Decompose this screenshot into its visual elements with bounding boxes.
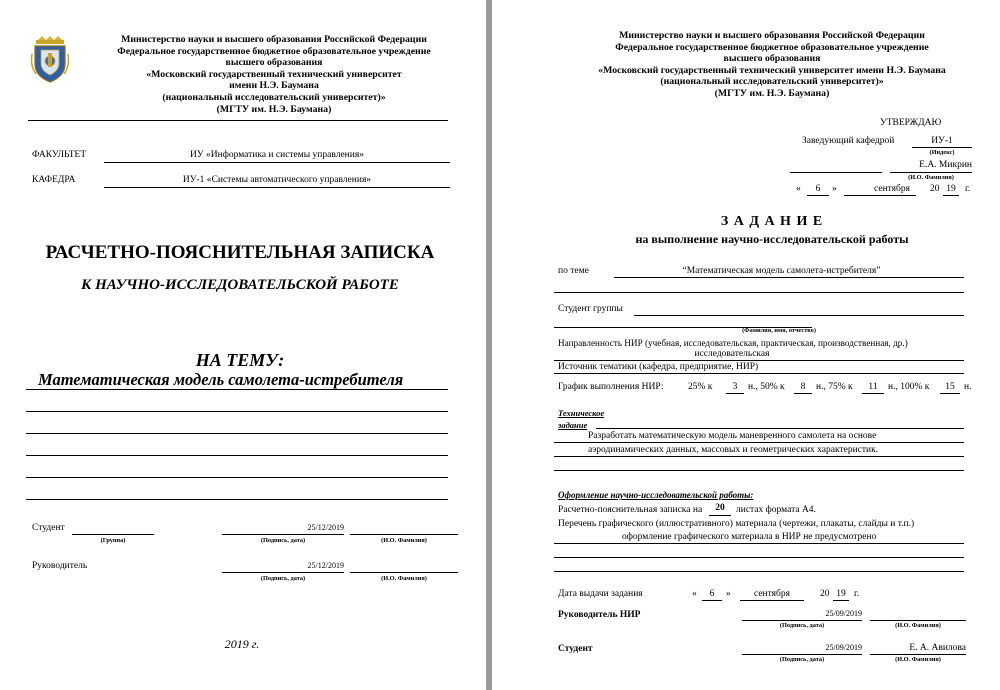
head-name: Е.А. Микрин — [919, 160, 972, 170]
head-index: ИУ-1 — [931, 136, 953, 146]
issue-date-suffix: г. — [854, 589, 860, 599]
issue-date-open-quote: « — [692, 589, 697, 599]
schedule-100-label: н., 100% к — [888, 382, 930, 392]
header-line: высшего образования — [225, 57, 323, 69]
approve-label: УТВЕРЖДАЮ — [880, 118, 942, 128]
issue-date-month: сентября — [754, 589, 790, 599]
approval-month-line — [844, 195, 916, 196]
department-underline — [104, 187, 450, 188]
header-line: (национальный исследовательский университет)» — [162, 91, 386, 103]
theme-label: по теме — [558, 266, 589, 276]
theme-value: “Математическая модель самолета-истребителя” — [682, 266, 881, 276]
student-sign-date: 25/09/2019 — [825, 643, 862, 652]
year-label: 2019 г. — [224, 637, 260, 651]
student-name: Е. А. Авилова — [909, 643, 966, 653]
approval-date-year: 19 — [946, 184, 956, 194]
student-group-line — [72, 534, 154, 535]
supervisor-sign-date: 25/09/2019 — [825, 609, 862, 618]
assignment-page — [492, 0, 1000, 690]
header-line: «Московский государственный технический университет — [146, 68, 402, 80]
head-label: Заведующий кафедрой — [802, 136, 895, 146]
topic-line — [26, 455, 448, 456]
supervisor-name-line — [350, 572, 458, 573]
issue-year-line — [833, 600, 849, 601]
formatting-heading: Оформление научно-исследовательской работы: — [558, 490, 754, 500]
direction-line — [554, 360, 964, 361]
supervisor-sign-line — [222, 572, 344, 573]
head-index-line — [912, 147, 972, 148]
header-line: Федеральное государственное бюджетное образовательное учреждение — [117, 45, 431, 57]
approval-date-month: сентября — [874, 184, 910, 194]
supervisor-sign-date: 25/12/2019 — [307, 561, 344, 570]
schedule-25-label: 25% к — [688, 382, 713, 392]
schedule-75-line — [862, 393, 884, 394]
issue-date-century: 20 — [820, 589, 830, 599]
tech-line-1 — [596, 428, 964, 429]
header-line: Федеральное государственное бюджетное образовательное учреждение — [615, 41, 929, 53]
faculty-value: ИУ «Информатика и системы управления» — [190, 150, 364, 160]
direction-label: Направленность НИР (учебная, исследовательская, практическая, производственная, др.) — [558, 338, 908, 348]
student-name-line — [870, 654, 966, 655]
caption-index: (Индекс) — [929, 149, 955, 156]
tech-line-3 — [554, 456, 964, 457]
caption-sign-date: (Подпись, дата) — [779, 622, 825, 629]
institution-header — [70, 34, 478, 115]
issue-label: Дата выдачи задания — [558, 589, 643, 599]
source-line — [554, 373, 964, 374]
topic-line — [26, 411, 448, 412]
schedule-end: н. — [964, 382, 972, 392]
note-prefix: Расчетно-пояснительная записка на — [558, 505, 703, 515]
source-label: Источник тематики (кафедра, предприятие, НИР) — [558, 362, 759, 372]
department-value: ИУ-1 «Системы автоматического управления» — [182, 175, 372, 185]
caption-sign-date: (Подпись, дата) — [260, 575, 306, 582]
tech-line-2 — [554, 442, 964, 443]
issue-date-year: 19 — [836, 589, 846, 599]
supervisor-label: Руководитель — [32, 561, 88, 571]
schedule-25-line — [726, 393, 744, 394]
header-rule — [28, 120, 448, 121]
tech-text-1: Разработать математическую модель маневренного самолета на основе — [588, 431, 877, 441]
theme-underline — [614, 277, 964, 278]
department-label: КАФЕДРА — [32, 175, 76, 185]
caption-name: (И.О. Фамилия) — [381, 537, 427, 544]
topic-line — [26, 433, 448, 434]
supervisor-label: Руководитель НИР — [558, 610, 641, 620]
graphics-value: оформление графического материала в НИР не предусмотрено — [622, 532, 877, 542]
approval-date-century: 20 — [930, 184, 940, 194]
issue-day-line — [702, 600, 722, 601]
student-sign-line — [742, 654, 862, 655]
schedule-50-line — [794, 393, 812, 394]
topic-text: Математическая модель самолета-истребителя — [38, 370, 404, 389]
schedule-75-week: 11 — [868, 382, 878, 392]
header-line: имени Н.Э. Баумана — [229, 80, 319, 92]
approval-date-day: 6 — [815, 184, 821, 194]
note-sheets-line — [709, 515, 731, 516]
task-title: З А Д А Н И Е — [720, 214, 824, 229]
student-group-label: Студент группы — [558, 304, 623, 314]
student-name-line — [350, 534, 458, 535]
university-emblem-icon — [30, 36, 70, 84]
schedule-50-label: н., 50% к — [748, 382, 785, 392]
tech-line-4 — [554, 470, 964, 471]
graphics-line-3 — [554, 571, 964, 572]
student-label: Студент — [558, 644, 593, 654]
approval-date-close-quote: » — [832, 184, 837, 194]
tech-label-2: задание — [558, 420, 588, 430]
approval-date-suffix: г. — [965, 184, 971, 194]
direction-value: исследовательская — [694, 349, 770, 359]
header-line: (МГТУ им. Н.Э. Баумана) — [216, 103, 332, 115]
topic-line — [26, 389, 448, 390]
note-sheets: 20 — [715, 503, 725, 513]
caption-io: (И.О. Фамилия) — [895, 656, 941, 663]
head-name-line — [890, 172, 972, 173]
graphics-line-2 — [554, 557, 964, 558]
header-line: Министерство науки и высшего образования Российской Федерации — [121, 34, 427, 45]
schedule-75-label: н., 75% к — [816, 382, 853, 392]
student-label: Студент — [32, 523, 65, 533]
caption-name: (И.О. Фамилия) — [381, 575, 427, 582]
issue-month-line — [740, 600, 804, 601]
caption-fio: (Фамилия, имя, отчество) — [742, 327, 816, 334]
issue-date-day: 6 — [709, 589, 715, 599]
caption-sign-date: (Подпись, дата) — [779, 656, 825, 663]
student-group-line — [634, 315, 964, 316]
supervisor-name-line — [870, 620, 966, 621]
header-line: (МГТУ им. Н.Э. Баумана) — [714, 87, 830, 99]
task-subtitle: на выполнение научно-исследовательской работы — [635, 232, 909, 246]
faculty-label: ФАКУЛЬТЕТ — [32, 150, 87, 160]
note-suffix: листах формата А4. — [736, 505, 816, 515]
schedule-50-week: 8 — [800, 382, 806, 392]
graphics-line-1 — [554, 543, 964, 544]
issue-date-close-quote: » — [726, 589, 731, 599]
document-title: РАСЧЕТНО-ПОЯСНИТЕЛЬНАЯ ЗАПИСКА — [45, 242, 435, 263]
title-page — [0, 0, 486, 690]
schedule-100-week: 15 — [945, 382, 955, 392]
caption-io: (И.О. Фамилия) — [908, 174, 954, 181]
document-subtitle: К НАУЧНО-ИССЛЕДОВАТЕЛЬСКОЙ РАБОТЕ — [81, 277, 399, 293]
tech-label-1: Техническое — [558, 408, 605, 418]
approval-day-line — [807, 195, 829, 196]
topic-line — [26, 477, 448, 478]
schedule-label: График выполнения НИР: — [558, 382, 664, 392]
approval-year-line — [943, 195, 959, 196]
theme-line-2 — [554, 292, 964, 293]
header-line: высшего образования — [723, 53, 821, 65]
supervisor-sign-line — [742, 620, 862, 621]
schedule-25-week: 3 — [732, 382, 738, 392]
topic-heading: НА ТЕМУ: — [195, 350, 285, 370]
header-line: «Московский государственный технический университет имени Н.Э. Баумана — [598, 64, 946, 76]
topic-line — [26, 499, 448, 500]
graphics-label: Перечень графического (иллюстративного) материала (чертежи, плакаты, слайды и т.п.) — [558, 519, 915, 529]
approval-date-open-quote: « — [796, 184, 801, 194]
institution-header — [572, 30, 972, 100]
tech-text-2: аэродинамических данных, массовых и геометрических характеристик. — [588, 445, 879, 455]
faculty-underline — [104, 162, 450, 163]
header-line: (национальный исследовательский университет)» — [660, 76, 884, 88]
student-sign-line — [222, 534, 344, 535]
caption-group: (Группа) — [100, 537, 126, 544]
student-sign-date: 25/12/2019 — [307, 523, 344, 532]
schedule-100-line — [940, 393, 960, 394]
header-line: Министерство науки и высшего образования Российской Федерации — [619, 30, 925, 41]
head-sign-line — [790, 172, 882, 173]
caption-sign-date: (Подпись, дата) — [260, 537, 306, 544]
caption-io: (И.О. Фамилия) — [895, 622, 941, 629]
